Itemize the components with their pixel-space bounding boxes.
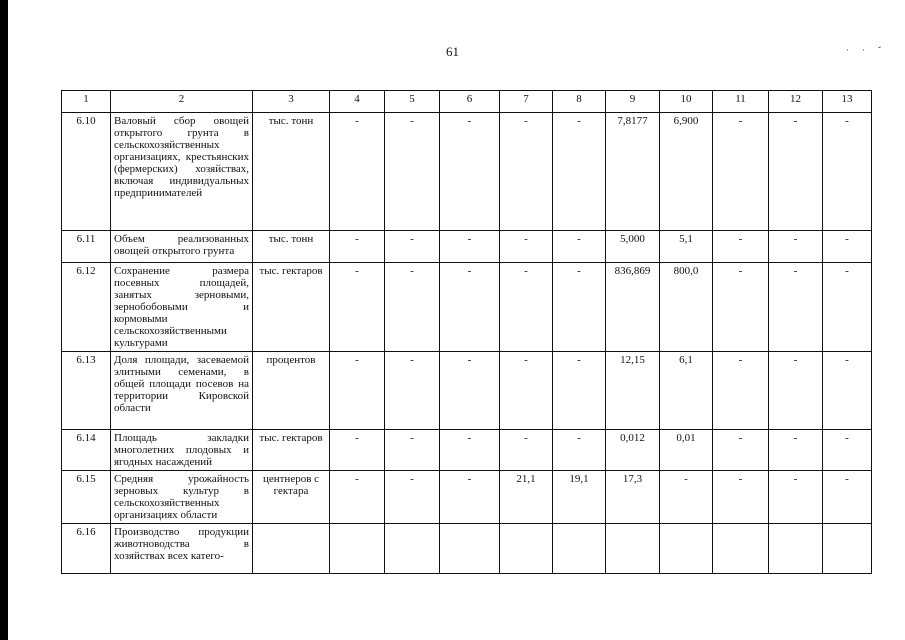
unit-of-measure: центнеров с гектара — [253, 471, 330, 524]
column-header: 3 — [253, 91, 330, 113]
value-cell: - — [823, 430, 872, 471]
value-cell: 17,3 — [606, 471, 660, 524]
unit-of-measure: тыс. тонн — [253, 113, 330, 231]
scan-speck: ˇ — [878, 45, 881, 55]
row-number: 6.10 — [62, 113, 111, 231]
value-cell: - — [330, 231, 385, 263]
value-cell: - — [553, 430, 606, 471]
row-number: 6.11 — [62, 231, 111, 263]
value-cell: - — [713, 113, 769, 231]
value-cell: - — [440, 430, 500, 471]
column-header: 10 — [660, 91, 713, 113]
value-cell: 836,869 — [606, 263, 660, 352]
value-cell: - — [823, 471, 872, 524]
value-cell: - — [769, 352, 823, 430]
value-cell: - — [330, 113, 385, 231]
value-cell: - — [385, 430, 440, 471]
value-cell: - — [823, 352, 872, 430]
row-number: 6.14 — [62, 430, 111, 471]
value-cell: - — [385, 263, 440, 352]
unit-of-measure: тыс. гектаров — [253, 430, 330, 471]
value-cell: - — [713, 471, 769, 524]
value-cell: 800,0 — [660, 263, 713, 352]
row-number: 6.13 — [62, 352, 111, 430]
column-header: 2 — [111, 91, 253, 113]
value-cell: - — [385, 113, 440, 231]
table-row — [62, 524, 872, 574]
value-cell: - — [713, 430, 769, 471]
value-cell: - — [713, 263, 769, 352]
value-cell: - — [500, 113, 553, 231]
value-cell — [553, 524, 606, 574]
value-cell — [769, 524, 823, 574]
table-row — [62, 113, 872, 231]
value-cell: - — [823, 231, 872, 263]
indicator-name: Средняя урожайность зерновых культур в сельскохозяйственных организациях области — [111, 471, 253, 524]
value-cell: - — [823, 263, 872, 352]
value-cell: - — [769, 430, 823, 471]
indicator-name: Площадь закладки многолетних плодовых и ягодных насаждений — [111, 430, 253, 471]
value-cell: - — [769, 231, 823, 263]
column-header: 8 — [553, 91, 606, 113]
indicator-name: Сохранение размера посевных площадей, занятых зерновыми, зернобобовыми и кормовыми сельскохозяйственными культурами — [111, 263, 253, 352]
value-cell — [330, 524, 385, 574]
value-cell: - — [330, 263, 385, 352]
indicators-table — [61, 90, 872, 574]
value-cell: - — [713, 231, 769, 263]
table-row — [62, 430, 872, 471]
scan-speck: · — [846, 45, 849, 55]
value-cell: - — [769, 471, 823, 524]
value-cell: - — [330, 352, 385, 430]
row-number: 6.16 — [62, 524, 111, 574]
scan-edge-bar — [0, 0, 8, 640]
column-header: 6 — [440, 91, 500, 113]
value-cell: 7,8177 — [606, 113, 660, 231]
value-cell: - — [385, 471, 440, 524]
value-cell: - — [385, 352, 440, 430]
column-header: 13 — [823, 91, 872, 113]
value-cell: - — [660, 471, 713, 524]
indicator-name: Объем реализованных овощей открытого грунта — [111, 231, 253, 263]
value-cell — [440, 524, 500, 574]
column-header: 1 — [62, 91, 111, 113]
value-cell: 21,1 — [500, 471, 553, 524]
indicator-name: Валовый сбор овощей открытого грунта в сельскохозяйственных организациях, крестьянских (фермерских) хозяйствах, включая индивидуальных предпринимателей — [111, 113, 253, 231]
table-row — [62, 231, 872, 263]
value-cell: 6,900 — [660, 113, 713, 231]
value-cell: - — [553, 352, 606, 430]
column-header: 11 — [713, 91, 769, 113]
value-cell: - — [440, 231, 500, 263]
value-cell — [606, 524, 660, 574]
value-cell: - — [769, 263, 823, 352]
value-cell — [823, 524, 872, 574]
value-cell: 0,012 — [606, 430, 660, 471]
column-header: 5 — [385, 91, 440, 113]
indicator-name: Производство продукции животноводства в хозяйствах всех катего- — [111, 524, 253, 574]
value-cell: 12,15 — [606, 352, 660, 430]
value-cell: 19,1 — [553, 471, 606, 524]
indicator-name: Доля площади, засеваемой элитными семенами, в общей площади посевов на территории Кировской области — [111, 352, 253, 430]
value-cell — [385, 524, 440, 574]
value-cell — [500, 524, 553, 574]
page-number: 61 — [446, 44, 459, 59]
value-cell: - — [330, 471, 385, 524]
row-number: 6.15 — [62, 471, 111, 524]
value-cell: - — [553, 113, 606, 231]
value-cell: - — [440, 352, 500, 430]
value-cell — [660, 524, 713, 574]
value-cell: 5,1 — [660, 231, 713, 263]
unit-of-measure: тыс. тонн — [253, 231, 330, 263]
unit-of-measure — [253, 524, 330, 574]
column-header: 12 — [769, 91, 823, 113]
value-cell: - — [500, 430, 553, 471]
value-cell: - — [440, 263, 500, 352]
table-row — [62, 471, 872, 524]
unit-of-measure: тыс. гектаров — [253, 263, 330, 352]
unit-of-measure: процентов — [253, 352, 330, 430]
value-cell: 5,000 — [606, 231, 660, 263]
value-cell: - — [330, 430, 385, 471]
value-cell: - — [713, 352, 769, 430]
value-cell: 0,01 — [660, 430, 713, 471]
column-header: 7 — [500, 91, 553, 113]
value-cell: - — [440, 113, 500, 231]
value-cell: - — [553, 263, 606, 352]
value-cell: - — [769, 113, 823, 231]
value-cell: - — [500, 263, 553, 352]
value-cell: - — [553, 231, 606, 263]
column-header: 9 — [606, 91, 660, 113]
value-cell: - — [823, 113, 872, 231]
value-cell: - — [500, 352, 553, 430]
value-cell: 6,1 — [660, 352, 713, 430]
value-cell: - — [440, 471, 500, 524]
table-row — [62, 352, 872, 430]
table-row — [62, 263, 872, 352]
table-header-row — [62, 91, 872, 113]
value-cell — [713, 524, 769, 574]
value-cell: - — [500, 231, 553, 263]
column-header: 4 — [330, 91, 385, 113]
value-cell: - — [385, 231, 440, 263]
row-number: 6.12 — [62, 263, 111, 352]
scan-speck: · — [862, 45, 865, 55]
